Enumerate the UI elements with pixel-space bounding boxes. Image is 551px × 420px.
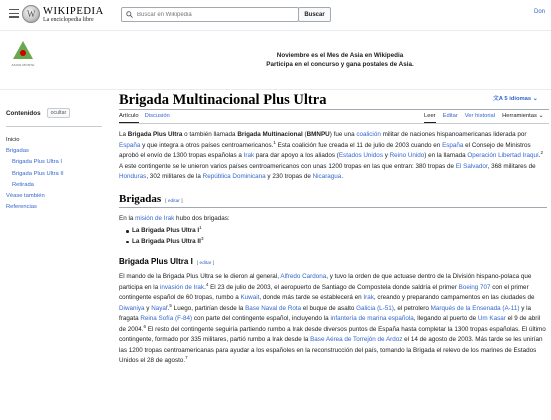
table-of-contents [6,108,106,213]
search-input[interactable] [137,10,295,20]
search-icon [126,11,133,18]
link-nicaragua[interactable]: Nicaragua [312,173,342,180]
toc-item-plus-ultra-2[interactable]: Brigada Plus Ultra II [12,170,64,177]
chevron-down-icon: ⌄ [531,96,538,102]
banner-message[interactable] [200,51,480,69]
toc-title: Contenidos [6,109,41,117]
link-republica-dominicana[interactable]: República Dominicana [202,173,266,180]
main-menu-icon[interactable] [9,9,19,18]
list-item: La Brigada Plus Ultra $II^3$ [126,237,547,248]
link-base-aerea-torrejon[interactable]: Base Aérea de Torrejón de Ardoz [310,336,403,343]
tab-leer[interactable]: Leer [424,112,436,123]
link-infanteria-de-marina[interactable]: infantería de marina española [330,315,414,322]
banner-line-2: Participa en el concurso y gana postales de Asia. [266,61,414,68]
link-um-kasar[interactable]: Um Kasar [477,315,506,322]
link-operacion-libertad-iraqui[interactable]: Operación Libertad Iraquí [467,152,539,159]
title-divider [119,109,549,110]
link-boeing-707[interactable]: Boeing 707 [458,283,491,291]
central-notice-banner [0,30,551,90]
link-kuwait[interactable]: Kuwait [240,294,260,301]
plus-ultra-1-paragraph: El mando de la Brigada Plus Ultra se le dieron al general, Alfredo Cardona, y tuvo la orden de que actuase dentro de la División hispano-polaca que participa en la invasión de Irak.$^4$ El 23 de julio de 2003, el aeropuerto de Santiago de Compostela donde saldría el primer Boeing 707 con el primer contingente español de 60 tropas, rumbo a Kuwait, donde más tarde se establecerá en Irak, creando y preparando campamentos en las ciudades de Diwaniya y Nayaf.$^5$ Luego, partirían desde la Base Naval de Rota el buque de asalto Galicia (L-51), el petrolero Marqués de la Ensenada (A-11) y la fragata Reina Sofía (F-84) con parte del contingente español, incluyendo la infantería de marina española, llegando al puerto de Um Kasar el 9 de abril de 2004.$^6$ El resto del contingente seguiría partiendo rumbo a Irak desde diversos puntos de España hasta completar la 1300 tropas españolas. El último contingente, formado por 335 militares, partió rumbo a Irak desde la Base Aérea de Torrejón de Ardoz el 14 de agosto de 2003. Más tarde se les unirían las 1200 tropas centroamericanas para ayudar a los españoles en la reconstrucción del país, tomando la Brigada el relevo de los marines de Estados Unidos el 28 de agosto.$^7$ [119,273,546,364]
tab-herramientas[interactable]: Herramientas ⌄ [502,113,544,119]
link-mision-de-irak[interactable]: misión de Irak [135,214,175,222]
wikipedia-wordmark[interactable]: WIKIPEDIA [43,6,104,17]
section-heading-brigadas: Brigadas [ editar ] [119,192,547,208]
toc-item-referencias[interactable]: Referencias [6,204,37,211]
brigadas-list [126,226,547,247]
lead-paragraph: La Brigada Plus Ultra o también llamada Brigada Multinacional (BMNPU) fue una coalición militar de naciones hispanoamericanas liderada por España y que integra a otros países centroamericanos.$^1$ Esta coalición fue creada el 11 de julio de 2003 cuando en España el Consejo de Ministros aprobó el envío de 1300 tropas españolas a Irak para dar apoyo a los aliados (Estados Unidos y Reino Unido) en la llamada Operación Libertad Iraquí.$^2$ A este contingente se le unieron varios países centroamericanos con unas 1200 tropas en las que entran: 380 tropas de El Salvador, 368 militares de Honduras, 302 militares de la República Dominicana y 230 tropas de Nicaragua. [119,131,544,180]
toc-hide-button[interactable]: ocultar [47,108,71,118]
tab-discusion[interactable]: Discusión [144,113,170,119]
tabs-divider [119,123,549,124]
section-heading-plus-ultra-1: Brigada Plus Ultra I [ editar ] [119,257,215,266]
link-marques-de-la-ensenada[interactable]: Marqués de la Ensenada (A-11) [430,304,520,312]
search-button[interactable]: Buscar [298,7,331,22]
brigadas-intro: En la misión de Irak hubo dos brigadas: [119,214,230,222]
wikipedia-tagline: La enciclopedia libre [43,17,94,23]
link-galicia[interactable]: Galicia (L-51) [356,304,394,312]
link-base-naval-de-rota[interactable]: Base Naval de Rota [245,304,302,312]
language-button[interactable]: 文A 5 idiomas ⌄ [493,96,538,102]
toc-item-retirada[interactable]: Retirada [12,181,34,188]
edit-section-plus-ultra-1[interactable]: [ editar ] [196,261,215,266]
link-reino-unido[interactable]: Reino Unido [389,152,425,159]
link-honduras[interactable]: Honduras [119,173,147,180]
toc-item-vease-tambien[interactable]: Véase también [6,192,45,199]
toc-item-brigadas[interactable]: Brigadas [6,148,29,155]
link-diwaniya[interactable]: Diwaniya [119,304,145,312]
banner-line-1: Noviembre es el Mes de Asia en Wikipedia [276,52,404,59]
link-coalicion[interactable]: coalición [356,131,381,138]
link-irak[interactable]: Irak [243,152,255,159]
page-title: Brigada Multinacional Plus Ultra [119,92,327,108]
translate-icon: 文A [493,96,505,102]
header-donate-link[interactable]: Don [534,9,546,15]
link-alfredo-cardona[interactable]: Alfredo Cardona [280,273,327,280]
link-reina-sofia[interactable]: Reina Sofía (F-84) [140,315,193,322]
toc-item-plus-ultra-1[interactable]: Brigada Plus Ultra I [12,159,62,166]
tab-ver-historial[interactable]: Ver historial [464,113,496,119]
link-el-salvador[interactable]: El Salvador [455,162,488,170]
edit-section-brigadas[interactable]: [ editar ] [165,198,183,204]
link-nayaf[interactable]: Nayaf [151,304,168,312]
toc-divider [6,126,102,127]
link-invasion-de-irak[interactable]: invasión de Irak [159,283,205,291]
list-item: La Brigada Plus Ultra $I^1$ [126,226,547,237]
site-header [0,0,551,30]
link-espana-2[interactable]: España [442,141,464,149]
article-body [119,130,547,376]
tab-editar[interactable]: Editar [442,113,458,119]
toc-item-inicio[interactable]: Inicio [6,137,20,143]
link-estados-unidos[interactable]: Estados Unidos [338,152,383,159]
search-box[interactable] [121,7,299,22]
link-espana[interactable]: España [119,141,141,149]
link-irak-2[interactable]: Irak [363,294,374,301]
tab-articulo[interactable]: Artículo [119,112,139,123]
wikipedia-globe-logo[interactable] [22,5,40,23]
asian-month-logo[interactable]: ASIAN MONTH [6,39,40,73]
